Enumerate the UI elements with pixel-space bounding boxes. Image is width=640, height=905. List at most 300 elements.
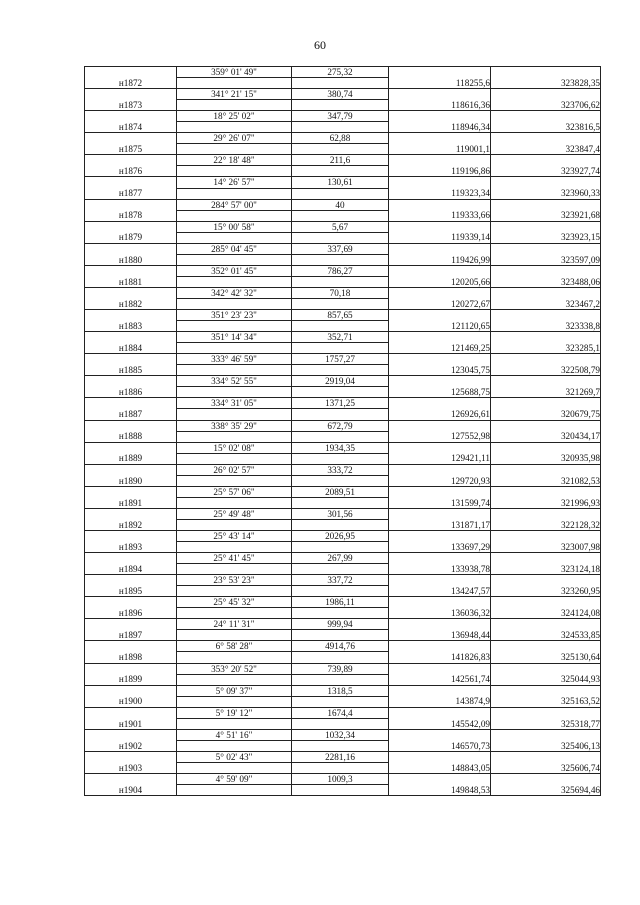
direction-angle-cell bbox=[177, 166, 292, 177]
direction-angle-cell: 15° 02' 08" bbox=[177, 442, 292, 453]
point-name-cell bbox=[85, 707, 177, 718]
point-row bbox=[85, 431, 601, 442]
direction-angle-cell: 6° 58' 28" bbox=[177, 641, 292, 652]
direction-angle-cell: 26° 02' 57" bbox=[177, 464, 292, 475]
length-cell bbox=[292, 718, 389, 729]
point-name-cell: н1887 bbox=[85, 409, 177, 420]
length-cell bbox=[292, 674, 389, 685]
length-cell bbox=[292, 188, 389, 199]
y-coordinate-cell bbox=[491, 221, 601, 232]
direction-angle-cell: 5° 02' 43" bbox=[177, 751, 292, 762]
point-row bbox=[85, 762, 601, 773]
x-coordinate-cell: 141826,83 bbox=[389, 652, 491, 663]
direction-angle-cell: 333° 46' 59" bbox=[177, 354, 292, 365]
x-coordinate-cell bbox=[389, 420, 491, 431]
y-coordinate-cell bbox=[491, 155, 601, 166]
point-name-cell bbox=[85, 89, 177, 100]
point-row bbox=[85, 232, 601, 243]
y-coordinate-cell bbox=[491, 177, 601, 188]
x-coordinate-cell bbox=[389, 464, 491, 475]
point-name-cell: н1886 bbox=[85, 387, 177, 398]
x-coordinate-cell bbox=[389, 641, 491, 652]
segment-row bbox=[85, 221, 601, 232]
direction-angle-cell bbox=[177, 144, 292, 155]
x-coordinate-cell: 148843,05 bbox=[389, 762, 491, 773]
x-coordinate-cell bbox=[389, 67, 491, 78]
y-coordinate-cell: 321269,7 bbox=[491, 387, 601, 398]
y-coordinate-cell bbox=[491, 553, 601, 564]
segment-row bbox=[85, 751, 601, 762]
x-coordinate-cell: 142561,74 bbox=[389, 674, 491, 685]
point-row bbox=[85, 586, 601, 597]
y-coordinate-cell: 323921,68 bbox=[491, 210, 601, 221]
point-name-cell bbox=[85, 398, 177, 409]
point-name-cell bbox=[85, 774, 177, 785]
x-coordinate-cell bbox=[389, 177, 491, 188]
x-coordinate-cell bbox=[389, 354, 491, 365]
x-coordinate-cell: 119333,66 bbox=[389, 210, 491, 221]
point-name-cell: н1894 bbox=[85, 564, 177, 575]
point-row bbox=[85, 453, 601, 464]
x-coordinate-cell bbox=[389, 619, 491, 630]
segment-row bbox=[85, 310, 601, 321]
y-coordinate-cell bbox=[491, 398, 601, 409]
direction-angle-cell: 334° 31' 05" bbox=[177, 398, 292, 409]
direction-angle-cell bbox=[177, 343, 292, 354]
length-cell bbox=[292, 210, 389, 221]
coordinates-table bbox=[84, 66, 601, 796]
length-cell bbox=[292, 652, 389, 663]
x-coordinate-cell bbox=[389, 265, 491, 276]
point-row bbox=[85, 365, 601, 376]
point-name-cell: н1900 bbox=[85, 696, 177, 707]
y-coordinate-cell bbox=[491, 376, 601, 387]
y-coordinate-cell bbox=[491, 641, 601, 652]
point-name-cell: н1877 bbox=[85, 188, 177, 199]
point-row bbox=[85, 210, 601, 221]
length-cell bbox=[292, 365, 389, 376]
x-coordinate-cell: 136948,44 bbox=[389, 630, 491, 641]
segment-row bbox=[85, 354, 601, 365]
length-cell bbox=[292, 298, 389, 309]
direction-angle-cell bbox=[177, 519, 292, 530]
length-cell: 130,61 bbox=[292, 177, 389, 188]
y-coordinate-cell bbox=[491, 575, 601, 586]
y-coordinate-cell: 323285,1 bbox=[491, 343, 601, 354]
y-coordinate-cell: 321082,53 bbox=[491, 475, 601, 486]
y-coordinate-cell: 323706,62 bbox=[491, 100, 601, 111]
point-name-cell bbox=[85, 530, 177, 541]
x-coordinate-cell: 136036,32 bbox=[389, 608, 491, 619]
length-cell bbox=[292, 232, 389, 243]
direction-angle-cell: 25° 57' 06" bbox=[177, 486, 292, 497]
length-cell bbox=[292, 762, 389, 773]
segment-row bbox=[85, 133, 601, 144]
y-coordinate-cell bbox=[491, 619, 601, 630]
point-name-cell bbox=[85, 685, 177, 696]
length-cell: 1934,35 bbox=[292, 442, 389, 453]
direction-angle-cell bbox=[177, 122, 292, 133]
direction-angle-cell: 353° 20' 52" bbox=[177, 663, 292, 674]
y-coordinate-cell: 323923,15 bbox=[491, 232, 601, 243]
x-coordinate-cell bbox=[389, 287, 491, 298]
direction-angle-cell bbox=[177, 409, 292, 420]
x-coordinate-cell: 126926,61 bbox=[389, 409, 491, 420]
length-cell: 1674,4 bbox=[292, 707, 389, 718]
length-cell: 267,99 bbox=[292, 553, 389, 564]
y-coordinate-cell bbox=[491, 729, 601, 740]
y-coordinate-cell bbox=[491, 111, 601, 122]
x-coordinate-cell bbox=[389, 89, 491, 100]
point-row bbox=[85, 343, 601, 354]
segment-row bbox=[85, 155, 601, 166]
point-name-cell bbox=[85, 67, 177, 78]
direction-angle-cell bbox=[177, 674, 292, 685]
y-coordinate-cell bbox=[491, 442, 601, 453]
length-cell bbox=[292, 78, 389, 89]
point-name-cell bbox=[85, 641, 177, 652]
segment-row bbox=[85, 508, 601, 519]
direction-angle-cell: 5° 09' 37" bbox=[177, 685, 292, 696]
point-name-cell bbox=[85, 310, 177, 321]
length-cell bbox=[292, 785, 389, 796]
x-coordinate-cell: 118616,36 bbox=[389, 100, 491, 111]
length-cell: 62,88 bbox=[292, 133, 389, 144]
x-coordinate-cell: 119196,86 bbox=[389, 166, 491, 177]
y-coordinate-cell bbox=[491, 332, 601, 343]
length-cell: 1371,25 bbox=[292, 398, 389, 409]
direction-angle-cell: 22° 18' 48" bbox=[177, 155, 292, 166]
direction-angle-cell: 23° 53' 23" bbox=[177, 575, 292, 586]
y-coordinate-cell bbox=[491, 508, 601, 519]
x-coordinate-cell: 143874,9 bbox=[389, 696, 491, 707]
x-coordinate-cell bbox=[389, 751, 491, 762]
y-coordinate-cell: 323597,09 bbox=[491, 254, 601, 265]
length-cell bbox=[292, 453, 389, 464]
length-cell: 2089,51 bbox=[292, 486, 389, 497]
x-coordinate-cell bbox=[389, 530, 491, 541]
x-coordinate-cell bbox=[389, 442, 491, 453]
x-coordinate-cell: 131871,17 bbox=[389, 519, 491, 530]
point-row bbox=[85, 564, 601, 575]
direction-angle-cell bbox=[177, 718, 292, 729]
x-coordinate-cell: 121469,25 bbox=[389, 343, 491, 354]
direction-angle-cell: 24° 11' 31" bbox=[177, 619, 292, 630]
point-name-cell bbox=[85, 553, 177, 564]
direction-angle-cell: 351° 23' 23" bbox=[177, 310, 292, 321]
point-name-cell: н1882 bbox=[85, 298, 177, 309]
point-name-cell bbox=[85, 597, 177, 608]
point-name-cell: н1885 bbox=[85, 365, 177, 376]
length-cell: 2919,04 bbox=[292, 376, 389, 387]
segment-row bbox=[85, 486, 601, 497]
segment-row bbox=[85, 287, 601, 298]
direction-angle-cell bbox=[177, 762, 292, 773]
point-name-cell: н1873 bbox=[85, 100, 177, 111]
length-cell bbox=[292, 276, 389, 287]
direction-angle-cell bbox=[177, 542, 292, 553]
point-row bbox=[85, 740, 601, 751]
segment-row bbox=[85, 177, 601, 188]
direction-angle-cell bbox=[177, 387, 292, 398]
direction-angle-cell bbox=[177, 210, 292, 221]
page-number: 60 bbox=[314, 38, 326, 52]
segment-row bbox=[85, 663, 601, 674]
x-coordinate-cell bbox=[389, 155, 491, 166]
point-row bbox=[85, 78, 601, 89]
segment-row bbox=[85, 729, 601, 740]
direction-angle-cell bbox=[177, 188, 292, 199]
point-name-cell: н1895 bbox=[85, 586, 177, 597]
length-cell: 70,18 bbox=[292, 287, 389, 298]
length-cell: 1032,34 bbox=[292, 729, 389, 740]
length-cell: 1986,11 bbox=[292, 597, 389, 608]
direction-angle-cell: 5° 19' 12" bbox=[177, 707, 292, 718]
point-name-cell: н1883 bbox=[85, 321, 177, 332]
x-coordinate-cell: 119323,34 bbox=[389, 188, 491, 199]
direction-angle-cell: 14° 26' 57" bbox=[177, 177, 292, 188]
y-coordinate-cell: 321996,93 bbox=[491, 497, 601, 508]
length-cell: 5,67 bbox=[292, 221, 389, 232]
y-coordinate-cell: 323816,5 bbox=[491, 122, 601, 133]
point-name-cell bbox=[85, 265, 177, 276]
direction-angle-cell bbox=[177, 298, 292, 309]
x-coordinate-cell: 120272,67 bbox=[389, 298, 491, 309]
point-name-cell bbox=[85, 111, 177, 122]
y-coordinate-cell: 325044,93 bbox=[491, 674, 601, 685]
point-name-cell: н1892 bbox=[85, 519, 177, 530]
x-coordinate-cell bbox=[389, 332, 491, 343]
x-coordinate-cell bbox=[389, 597, 491, 608]
point-row bbox=[85, 298, 601, 309]
point-name-cell: н1889 bbox=[85, 453, 177, 464]
length-cell: 380,74 bbox=[292, 89, 389, 100]
segment-row bbox=[85, 265, 601, 276]
y-coordinate-cell: 320679,75 bbox=[491, 409, 601, 420]
y-coordinate-cell bbox=[491, 530, 601, 541]
length-cell bbox=[292, 409, 389, 420]
y-coordinate-cell: 324124,08 bbox=[491, 608, 601, 619]
direction-angle-cell: 359° 01' 49" bbox=[177, 67, 292, 78]
y-coordinate-cell bbox=[491, 67, 601, 78]
point-name-cell bbox=[85, 464, 177, 475]
x-coordinate-cell bbox=[389, 685, 491, 696]
length-cell: 347,79 bbox=[292, 111, 389, 122]
y-coordinate-cell: 322128,32 bbox=[491, 519, 601, 530]
segment-row bbox=[85, 641, 601, 652]
y-coordinate-cell bbox=[491, 265, 601, 276]
y-coordinate-cell bbox=[491, 685, 601, 696]
point-row bbox=[85, 321, 601, 332]
y-coordinate-cell bbox=[491, 663, 601, 674]
y-coordinate-cell bbox=[491, 89, 601, 100]
y-coordinate-cell: 325130,64 bbox=[491, 652, 601, 663]
y-coordinate-cell: 325694,46 bbox=[491, 785, 601, 796]
direction-angle-cell bbox=[177, 586, 292, 597]
segment-row bbox=[85, 67, 601, 78]
length-cell bbox=[292, 630, 389, 641]
x-coordinate-cell: 133938,78 bbox=[389, 564, 491, 575]
direction-angle-cell bbox=[177, 740, 292, 751]
point-row bbox=[85, 387, 601, 398]
x-coordinate-cell: 121120,65 bbox=[389, 321, 491, 332]
length-cell: 333,72 bbox=[292, 464, 389, 475]
x-coordinate-cell: 119001,1 bbox=[389, 144, 491, 155]
point-name-cell bbox=[85, 332, 177, 343]
y-coordinate-cell: 323260,95 bbox=[491, 586, 601, 597]
point-name-cell bbox=[85, 287, 177, 298]
length-cell: 739,89 bbox=[292, 663, 389, 674]
x-coordinate-cell bbox=[389, 575, 491, 586]
length-cell: 337,72 bbox=[292, 575, 389, 586]
y-coordinate-cell: 323847,4 bbox=[491, 144, 601, 155]
point-row bbox=[85, 409, 601, 420]
point-name-cell bbox=[85, 575, 177, 586]
point-name-cell bbox=[85, 155, 177, 166]
x-coordinate-cell: 146570,73 bbox=[389, 740, 491, 751]
direction-angle-cell bbox=[177, 78, 292, 89]
point-name-cell: н1890 bbox=[85, 475, 177, 486]
length-cell: 2026,95 bbox=[292, 530, 389, 541]
point-name-cell: н1901 bbox=[85, 718, 177, 729]
length-cell bbox=[292, 564, 389, 575]
point-row bbox=[85, 122, 601, 133]
direction-angle-cell: 29° 26' 07" bbox=[177, 133, 292, 144]
coordinates-table-body bbox=[85, 67, 601, 796]
y-coordinate-cell: 325606,74 bbox=[491, 762, 601, 773]
length-cell: 1757,27 bbox=[292, 354, 389, 365]
point-row bbox=[85, 718, 601, 729]
x-coordinate-cell: 149848,53 bbox=[389, 785, 491, 796]
direction-angle-cell bbox=[177, 497, 292, 508]
segment-row bbox=[85, 464, 601, 475]
length-cell: 857,65 bbox=[292, 310, 389, 321]
y-coordinate-cell: 325163,52 bbox=[491, 696, 601, 707]
y-coordinate-cell: 323124,18 bbox=[491, 564, 601, 575]
y-coordinate-cell bbox=[491, 597, 601, 608]
point-row bbox=[85, 100, 601, 111]
point-row bbox=[85, 674, 601, 685]
point-name-cell bbox=[85, 729, 177, 740]
x-coordinate-cell bbox=[389, 398, 491, 409]
point-name-cell bbox=[85, 508, 177, 519]
x-coordinate-cell bbox=[389, 663, 491, 674]
x-coordinate-cell: 125688,75 bbox=[389, 387, 491, 398]
length-cell bbox=[292, 122, 389, 133]
point-row bbox=[85, 276, 601, 287]
point-name-cell: н1872 bbox=[85, 78, 177, 89]
direction-angle-cell: 285° 04' 45" bbox=[177, 243, 292, 254]
y-coordinate-cell: 325318,77 bbox=[491, 718, 601, 729]
length-cell bbox=[292, 497, 389, 508]
length-cell bbox=[292, 740, 389, 751]
direction-angle-cell: 25° 41' 45" bbox=[177, 553, 292, 564]
length-cell bbox=[292, 431, 389, 442]
x-coordinate-cell: 145542,09 bbox=[389, 718, 491, 729]
length-cell bbox=[292, 254, 389, 265]
point-name-cell: н1881 bbox=[85, 276, 177, 287]
point-row bbox=[85, 475, 601, 486]
length-cell bbox=[292, 343, 389, 354]
direction-angle-cell bbox=[177, 321, 292, 332]
direction-angle-cell bbox=[177, 564, 292, 575]
x-coordinate-cell bbox=[389, 221, 491, 232]
length-cell: 999,94 bbox=[292, 619, 389, 630]
point-name-cell: н1876 bbox=[85, 166, 177, 177]
direction-angle-cell: 352° 01' 45" bbox=[177, 265, 292, 276]
direction-angle-cell bbox=[177, 475, 292, 486]
y-coordinate-cell bbox=[491, 243, 601, 254]
x-coordinate-cell bbox=[389, 111, 491, 122]
y-coordinate-cell bbox=[491, 707, 601, 718]
x-coordinate-cell bbox=[389, 376, 491, 387]
segment-row bbox=[85, 420, 601, 431]
direction-angle-cell: 4° 51' 16" bbox=[177, 729, 292, 740]
point-name-cell bbox=[85, 243, 177, 254]
length-cell: 275,32 bbox=[292, 67, 389, 78]
segment-row bbox=[85, 89, 601, 100]
x-coordinate-cell: 133697,29 bbox=[389, 542, 491, 553]
x-coordinate-cell: 123045,75 bbox=[389, 365, 491, 376]
y-coordinate-cell bbox=[491, 133, 601, 144]
point-name-cell: н1884 bbox=[85, 343, 177, 354]
point-name-cell bbox=[85, 619, 177, 630]
segment-row bbox=[85, 442, 601, 453]
point-name-cell: н1893 bbox=[85, 542, 177, 553]
y-coordinate-cell bbox=[491, 774, 601, 785]
direction-angle-cell: 284° 57' 00" bbox=[177, 199, 292, 210]
length-cell: 2281,16 bbox=[292, 751, 389, 762]
length-cell: 211,6 bbox=[292, 155, 389, 166]
point-name-cell bbox=[85, 376, 177, 387]
length-cell bbox=[292, 166, 389, 177]
x-coordinate-cell bbox=[389, 729, 491, 740]
direction-angle-cell: 18° 25' 02" bbox=[177, 111, 292, 122]
point-name-cell bbox=[85, 486, 177, 497]
y-coordinate-cell: 323007,98 bbox=[491, 542, 601, 553]
point-name-cell: н1896 bbox=[85, 608, 177, 619]
x-coordinate-cell: 127552,98 bbox=[389, 431, 491, 442]
x-coordinate-cell bbox=[389, 707, 491, 718]
x-coordinate-cell bbox=[389, 553, 491, 564]
y-coordinate-cell: 322508,79 bbox=[491, 365, 601, 376]
point-name-cell bbox=[85, 199, 177, 210]
point-row bbox=[85, 254, 601, 265]
point-row bbox=[85, 166, 601, 177]
segment-row bbox=[85, 619, 601, 630]
length-cell: 337,69 bbox=[292, 243, 389, 254]
direction-angle-cell: 15° 00' 58" bbox=[177, 221, 292, 232]
length-cell: 786,27 bbox=[292, 265, 389, 276]
direction-angle-cell: 341° 21' 15" bbox=[177, 89, 292, 100]
x-coordinate-cell bbox=[389, 774, 491, 785]
length-cell bbox=[292, 387, 389, 398]
y-coordinate-cell bbox=[491, 751, 601, 762]
point-row bbox=[85, 785, 601, 796]
segment-row bbox=[85, 332, 601, 343]
length-cell: 1009,3 bbox=[292, 774, 389, 785]
segment-row bbox=[85, 774, 601, 785]
segment-row bbox=[85, 553, 601, 564]
point-name-cell bbox=[85, 221, 177, 232]
direction-angle-cell bbox=[177, 254, 292, 265]
direction-angle-cell: 25° 49' 48" bbox=[177, 508, 292, 519]
direction-angle-cell: 334° 52' 55" bbox=[177, 376, 292, 387]
direction-angle-cell bbox=[177, 100, 292, 111]
direction-angle-cell: 4° 59' 09" bbox=[177, 774, 292, 785]
y-coordinate-cell bbox=[491, 420, 601, 431]
y-coordinate-cell bbox=[491, 310, 601, 321]
